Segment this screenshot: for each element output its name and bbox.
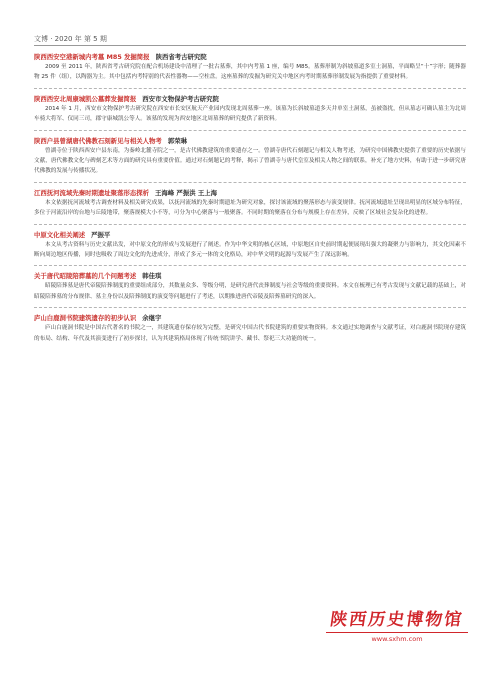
- article-3: [34, 136, 466, 177]
- article-title: [34, 188, 466, 198]
- article-abstract: 2009 至 2011 年，陕西省考古研究院在配合机场建设中清理了一批古墓葬，其中内考墓 1 座，编号 M85。墓葬形制为斜坡墓道多室土洞墓，平面略呈“十”字形；随葬器物 25 件（组），以陶器为主。其中包括内考特别的代表性器物——空柱盘。这座墓葬的发掘为研究关中地区内考时期墓葬形制发展为指提供了重要材料。: [34, 64, 466, 81]
- article-abstract: 本文依据抚河流域考古调查材料及相关研究成果，以抚河流域的先秦时期遗址为研究对象，探讨该流域的聚落形态与演变规律。抚河流域遗址呈现出明显的区域分布特征，多位于河流沿岸的台地与丘陵地带，聚落规模大小不等，可分为中心聚落与一般聚落。不同时期的聚落在分布与规模上存在差异，反映了区域社会复杂化的进程。: [34, 199, 466, 217]
- dashed-divider: [34, 182, 466, 183]
- article-title-text: 陕西户县曾湖唐代佛教石刻新见与相关人物考: [34, 136, 162, 145]
- museum-logo: [318, 605, 476, 643]
- article-author: 郭荣琳: [167, 136, 187, 145]
- article-abstract: 昭陵陪葬墓是唐代帝陵陪葬制度的重要组成部分，其数量众多、等级分明，是研究唐代丧葬制度与社会等级的重要资料。本文在梳理已有考古发现与文献记载的基础上，对昭陵陪葬墓的分布规律、墓主身份以及陪葬制度的演变等问题进行了考述，以期推进唐代帝陵及陪葬墓研究的深入。: [34, 283, 466, 300]
- museum-logo-text: 陕西历史博物馆: [328, 610, 465, 630]
- article-title-text: 陕西西安空港新城内考墓 M85 发掘简报: [34, 53, 150, 61]
- article-4: [34, 188, 466, 219]
- article-author: 陕西省考古研究院: [155, 53, 207, 61]
- article-abstract: 曾湖寺位于陕西西安户县东南，为秦岭北麓寺院之一，是古代佛教建筑的重要遗存之一。曾湖寺唐代石刻题记与相关人物考述，为研究中国佛教史提供了重要的历史依据与文献，唐代佛教文化与碑刻艺术等方面的研究具有重要价值。通过对石刻题记的考释，揭示了曾湖寺与唐代皇室及相关人物之间的联系，补充了地方史料，有助于进一步研究唐代佛教的发展与传播状况。: [34, 147, 466, 175]
- museum-url: www.sxhm.com: [371, 635, 423, 643]
- article-1: [34, 52, 466, 83]
- article-author: 余继宇: [142, 314, 162, 323]
- abstracts-column: [34, 52, 466, 349]
- article-title-text: 庐山白鹿洞书院建筑遗存的初步认识: [34, 314, 137, 323]
- article-title-text: 江西抚河流域先秦时期遗址聚落形态探析: [34, 188, 150, 197]
- article-abstract: 庐山白鹿洞书院是中国古代著名的书院之一，其建筑遗存保存较为完整，是研究中国古代书院建筑的重要实物资料。本文通过实地调查与文献考证，对白鹿洞书院现存建筑的布局、结构、年代及其演变进行了初步探讨，认为其建筑格局体现了传统书院讲学、藏书、祭祀三大功能的统一。: [34, 325, 466, 342]
- article-6: [34, 271, 466, 302]
- article-2: [34, 94, 466, 125]
- header-rule: [34, 45, 466, 46]
- article-5: [34, 230, 466, 261]
- article-author: 严振平: [91, 230, 111, 239]
- article-7: [34, 313, 466, 344]
- article-author: 西安市文物保护考古研究院: [142, 94, 219, 103]
- article-author: 王海峰 严振洪 王上海: [155, 188, 217, 197]
- dashed-divider: [34, 307, 466, 308]
- running-header: 文博 · 2020 年 第 5 期: [34, 35, 107, 43]
- dashed-divider: [34, 224, 466, 225]
- article-author: 韩佳琪: [142, 272, 162, 281]
- article-title: [34, 230, 466, 240]
- article-title: [34, 313, 466, 323]
- article-abstract: 本文从考古资料与历史文献出发，对中原文化的形成与发展进行了阐述。作为中华文明的核心区域，中原地区自史前时期起便展现出强大的凝聚力与影响力，其文化因素不断向周边地区传播，同时也吸收了周边文化的先进成分，形成了多元一体的文化格局，对中华文明的起源与发展产生了深远影响。: [34, 241, 466, 259]
- article-title: [34, 94, 466, 104]
- article-title-text: 陕西西安北周康城凯公墓葬发掘简报: [34, 94, 137, 103]
- article-title-text: 关于唐代昭陵陪葬墓的几个问题考述: [34, 272, 137, 281]
- article-title: [34, 271, 466, 281]
- logo-underline: [326, 632, 468, 633]
- article-title: [34, 52, 466, 62]
- dashed-divider: [34, 265, 466, 266]
- dashed-divider: [34, 130, 466, 131]
- article-abstract: 2014 年 1 月，西安市文物保护考古研究院在西安市长安区航天产业园内发现北周墓葬一座。该墓为长斜坡墓道多天井单室土洞墓，虽被盗扰，但从墓志可确认墓主为北周车骑大将军、仪同三司，郡守康城凯公等人。该墓的发现为西安地区北周墓葬的研究提供了新资料。: [34, 105, 466, 123]
- article-title: [34, 136, 466, 146]
- article-title-text: 中原文化相关阐述: [34, 230, 86, 239]
- dashed-divider: [34, 88, 466, 89]
